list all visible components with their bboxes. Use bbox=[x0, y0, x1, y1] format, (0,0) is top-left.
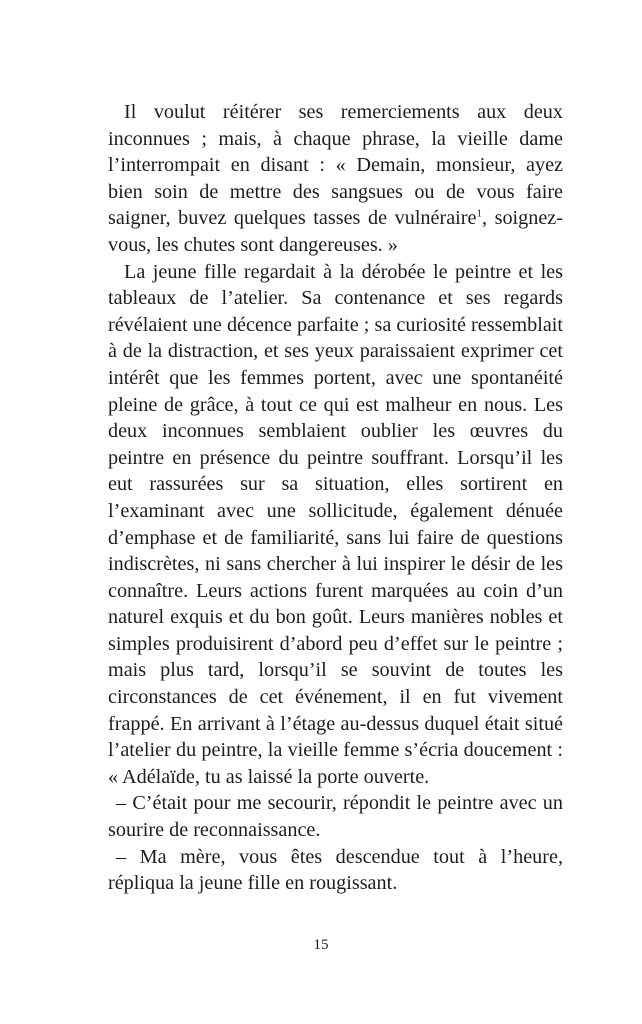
page-number: 15 bbox=[313, 937, 329, 953]
paragraph-1 bbox=[108, 99, 563, 259]
paragraph-2: La jeune fille regardait à la dérobée le peintre et les tableaux de l’atelier. Sa contenance et ses regards révélaient une décence parfaite ; sa curiosité ressemblait à de la distraction, et ses yeux paraissaient exprimer cet intérêt que les femmes portent, avec une spontanéité pleine de grâce, à tout ce qui est malheur en nous. Les deux inconnues semblaient oublier les œuvres du peintre en présence du peintre souffrant. Lorsqu’il les eut rassurées sur sa situation, elles sortirent en l’examinant avec une sollicitude, également dénuée d’emphase et de familiarité, sans lui faire de questions indiscrètes, ni sans chercher à lui inspirer le désir de les connaître. Leurs actions furent marquées au coin d’un naturel exquis et du bon goût. Leurs manières nobles et simples produisirent d’abord peu d’effet sur le peintre ; mais plus tard, lorsqu’il se souvint de toutes les circonstances de cet événement, il en fut vivement frappé. En arrivant à l’étage au-dessus duquel était situé l’atelier du peintre, la vieille femme s’écria doucement : « Adélaïde, tu as laissé la porte ouverte. bbox=[108, 260, 563, 788]
paragraph-4: – Ma mère, vous êtes descendue tout à l’heure, répliqua la jeune fille en rougissant. bbox=[108, 845, 563, 895]
paragraph-1-text: Il voulut réitérer ses remerciements aux deux inconnues ; mais, à chaque phrase, la vieille dame l’interrompait en disant : « Demain, monsieur, ayez bien soin de mettre des sangsues ou de vous faire saigner, buvez quelques tasses de vulnéraire bbox=[108, 101, 563, 230]
paragraph-3: – C’était pour me secourir, répondit le peintre avec un sourire de reconnaissance. bbox=[108, 792, 563, 842]
paragraph-1-text-end: , soignez-vous, les chutes sont dangereuses. » bbox=[108, 207, 563, 256]
body-text bbox=[108, 99, 563, 897]
footnote-marker[interactable]: 1 bbox=[476, 207, 482, 220]
